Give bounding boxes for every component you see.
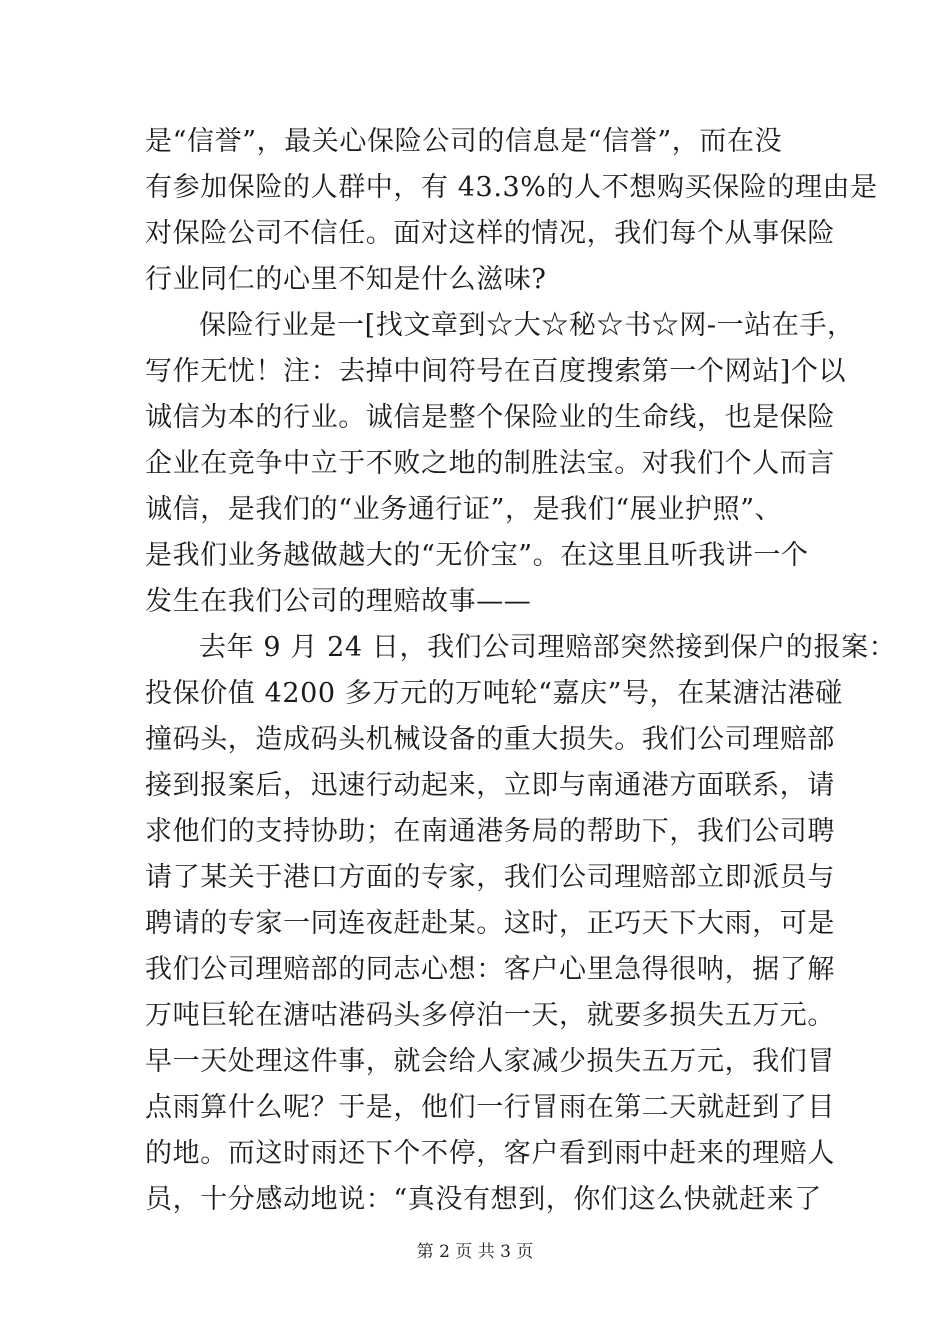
text-line: 诚信，是我们的“业务通行证”，是我们“展业护照”、 — [145, 494, 783, 525]
text-line: 对保险公司不信任。面对这样的情况，我们每个从事保险 — [145, 218, 835, 249]
text-line: 撞码头，造成码头机械设备的重大损失。我们公司理赔部 — [145, 724, 835, 755]
text-line: 企业在竞争中立于不败之地的制胜法宝。对我们个人而言 — [145, 448, 835, 479]
text-line: 发生在我们公司的理赔故事—— — [145, 586, 532, 617]
text-line: 我们公司理赔部的同志心想：客户心里急得很呐，据了解 — [145, 954, 835, 985]
text-line: 早一天处理这件事，就会给人家减少损失五万元，我们冒 — [145, 1046, 835, 1077]
text-line: 员，十分感动地说：“真没有想到，你们这么快就赶来了 — [145, 1184, 822, 1215]
text-line: 诚信为本的行业。诚信是整个保险业的生命线，也是保险 — [145, 402, 835, 433]
text-line: 聘请的专家一同连夜赶赴某。这时，正巧天下大雨，可是 — [145, 908, 835, 939]
text-line: 万吨巨轮在溏咕港码头多停泊一天，就要多损失五万元。 — [145, 1000, 835, 1031]
text-line: 行业同仁的心里不知是什么滋味? — [145, 264, 547, 295]
text-line: 请了某关于港口方面的专家，我们公司理赔部立即派员与 — [145, 862, 835, 893]
page-footer: 第 2 页 共 3 页 — [416, 1242, 534, 1262]
text-line: 写作无忧！注：去掉中间符号在百度搜索第一个网站]个以 — [145, 356, 847, 387]
text-line: 求他们的支持协助；在南通港务局的帮助下，我们公司聘 — [145, 816, 835, 847]
text-line: 接到报案后，迅速行动起来，立即与南通港方面联系，请 — [145, 770, 835, 801]
text-line: 是“信誉”，最关心保险公司的信息是“信誉”，而在没 — [145, 126, 783, 157]
text-line: 的地。而这时雨还下个不停，客户看到雨中赶来的理赔人 — [145, 1138, 835, 1169]
text-line: 有参加保险的人群中，有 43.3%的人不想购买保险的理由是 — [145, 172, 878, 203]
paragraph-first-line: 去年 9 月 24 日，我们公司理赔部突然接到保户的报案： — [199, 632, 897, 663]
text-line: 投保价值 4200 多万元的万吨轮“嘉庆”号，在某溏沽港碰 — [145, 678, 843, 709]
text-line: 点雨算什么呢？于是，他们一行冒雨在第二天就赶到了目 — [145, 1092, 835, 1123]
paragraph-first-line: 保险行业是一[找文章到☆大☆秘☆书☆网-一站在手， — [199, 310, 855, 341]
text-line: 是我们业务越做越大的“无价宝”。在这里且听我讲一个 — [145, 540, 809, 571]
